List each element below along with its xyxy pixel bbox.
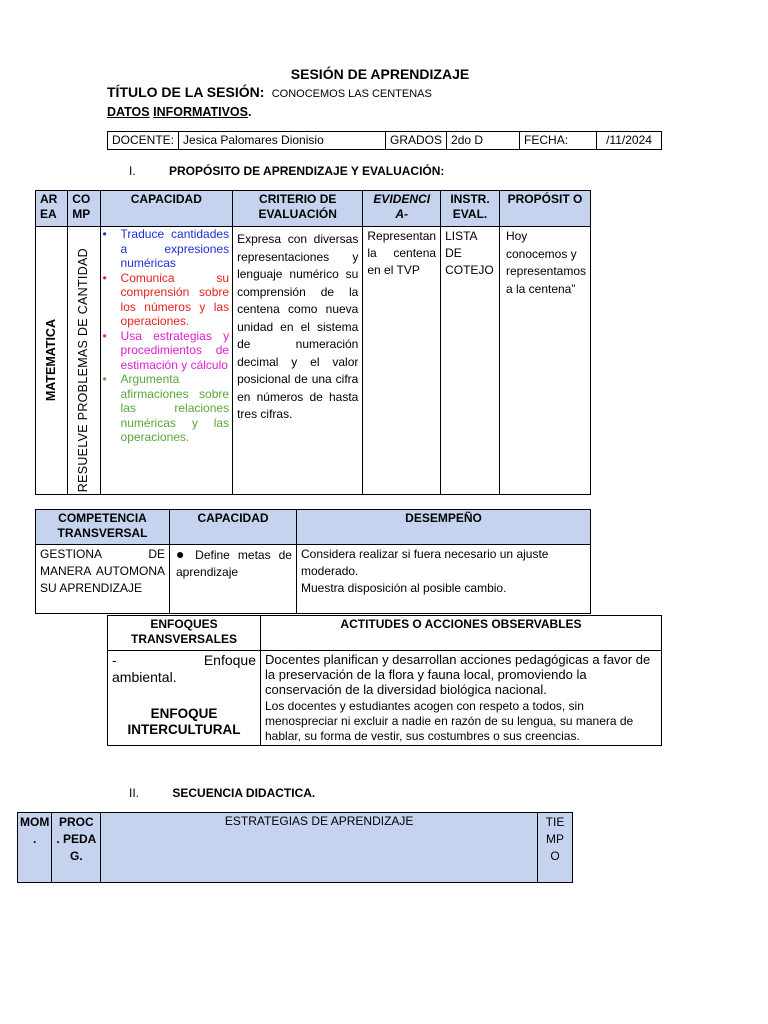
capacidades-list	[101, 227, 230, 445]
bullet-icon: •	[102, 227, 107, 241]
datos-informativos	[107, 105, 251, 119]
bullet-icon: •	[102, 328, 107, 343]
capacidad-text: Argumenta afirmaciones sobre las relaciones numéricas y las operaciones.	[120, 372, 230, 444]
capacidad-item	[101, 372, 230, 445]
header-enfoques: ENFOQUES TRANSVERSALES	[108, 616, 261, 651]
criterio-cell: Expresa con diversas representaciones y lenguaje numérico su comprensión de la centena como nueva unidad en el sistema de numeración decimal y el valor posicional de una cifra en números de hasta tres cifras.	[233, 227, 363, 495]
session-title-label: TÍTULO DE LA SESIÓN:	[107, 84, 265, 100]
capacidad-item	[101, 227, 230, 271]
desempeno-line: Muestra disposición al posible cambio.	[301, 581, 507, 595]
competencia-transversal-table	[35, 509, 591, 614]
header-proposito: PROPÓSIT O	[499, 191, 590, 227]
section-2-number: II.	[129, 786, 140, 800]
section-1-heading	[129, 164, 444, 178]
evidencia-cell: Representan la centena en el TVP	[363, 227, 441, 495]
section-2-heading	[129, 786, 315, 800]
header-proceso-pedagogico: PROC . PEDA G.	[52, 813, 101, 883]
docente-value: Jesica Palomares Dionisio	[179, 132, 386, 150]
info-table	[107, 131, 662, 150]
area-text: MATEMATICA	[44, 319, 59, 402]
fecha-label: FECHA:	[520, 132, 597, 150]
bullet-icon: •	[102, 372, 107, 386]
header-evidencia: EVIDENCI A-	[363, 191, 441, 227]
enfoque-intercultural-cell: ENFOQUE INTERCULTURAL	[108, 698, 261, 746]
enfoque-ambiental-text: Enfoque ambiental.	[112, 652, 256, 685]
header-area: AR EA	[36, 191, 68, 227]
capacidad-transversal-text: Define metas de aprendizaje	[176, 548, 292, 579]
datos-label: DATOS	[107, 105, 150, 119]
header-instrumento: INSTR. EVAL.	[441, 191, 500, 227]
capacidad-item	[101, 329, 230, 373]
section-1-number: I.	[129, 164, 136, 178]
secuencia-table	[17, 812, 573, 883]
header-competencia-transversal: COMPETENCIA TRANSVERSAL	[36, 510, 170, 545]
area-cell	[36, 227, 68, 495]
header-actitudes: ACTITUDES O ACCIONES OBSERVABLES	[261, 616, 662, 651]
competencia-transversal-cell: GESTIONA DE MANERA AUTOMONA SU APRENDIZAJE	[36, 545, 170, 614]
header-competencia: CO MP	[68, 191, 100, 227]
bullet-icon: ●	[176, 546, 190, 562]
enfoque-dash: -	[112, 652, 117, 668]
document-title: SESIÓN DE APRENDIZAJE	[290, 66, 470, 82]
section-2-title: SECUENCIA DIDACTICA.	[172, 786, 316, 800]
grados-value: 2do D	[447, 132, 520, 150]
grados-label: GRADOS	[386, 132, 447, 150]
capacidad-text: Usa estrategias y procedimientos de estimación y cálculo	[120, 328, 230, 372]
capacidad-text: Traduce cantidades a expresiones numéricas	[120, 227, 230, 270]
desempeno-cell	[297, 545, 591, 614]
header-criterio: CRITERIO DE EVALUACIÓN	[233, 191, 363, 227]
header-momento: MOM .	[18, 813, 52, 883]
fecha-value: /11/2024	[597, 132, 662, 150]
capacidad-transversal-cell	[170, 545, 297, 614]
header-capacidad-transversal: CAPACIDAD	[170, 510, 297, 545]
session-title-line	[107, 84, 432, 100]
session-title-value: CONOCEMOS LAS CENTENAS	[271, 88, 432, 100]
enfoque-ambiental-cell	[108, 651, 261, 699]
section-1-title: PROPÓSITO DE APRENDIZAJE Y EVALUACIÓN:	[169, 164, 445, 178]
bullet-icon: •	[102, 270, 107, 285]
actitud-intercultural-cell: Los docentes y estudiantes acogen con respeto a todos, sin menospreciar ni excluir a nadie en razón de su lengua, su manera de hablar, su forma de vestir, sus costumbres o sus creencias.	[261, 698, 662, 746]
header-capacidad: CAPACIDAD	[100, 191, 233, 227]
instrumento-cell: LISTA DE COTEJO	[441, 227, 500, 495]
header-desempeno: DESEMPEÑO	[297, 510, 591, 545]
desempeno-line: Considera realizar si fuera necesario un ajuste moderado.	[301, 547, 549, 578]
informativos-label: INFORMATIVOS	[153, 105, 248, 119]
proposito-cell: Hoy conocemos y representamos a la centena”	[499, 227, 590, 495]
header-estrategias: ESTRATEGIAS DE APRENDIZAJE	[101, 813, 538, 883]
competencia-text: RESUELVE PROBLEMAS DE CANTIDAD	[76, 247, 91, 492]
enfoques-table	[107, 615, 662, 746]
competencia-cell	[68, 227, 100, 495]
datos-dot: .	[248, 105, 252, 119]
actitud-ambiental-cell: Docentes planifican y desarrollan acciones pedagógicas a favor de la preservación de la flora y fauna local, promoviendo la conservación de la diversidad biológica nacional.	[261, 651, 662, 699]
proposito-table	[35, 190, 591, 495]
capacidad-item	[101, 271, 230, 329]
capacidad-text: Comunica su comprensión sobre los números y las operaciones.	[120, 270, 230, 328]
header-tiempo: TIE MP O	[538, 813, 573, 883]
docente-label: DOCENTE:	[108, 132, 179, 150]
capacidades-cell	[100, 227, 233, 495]
